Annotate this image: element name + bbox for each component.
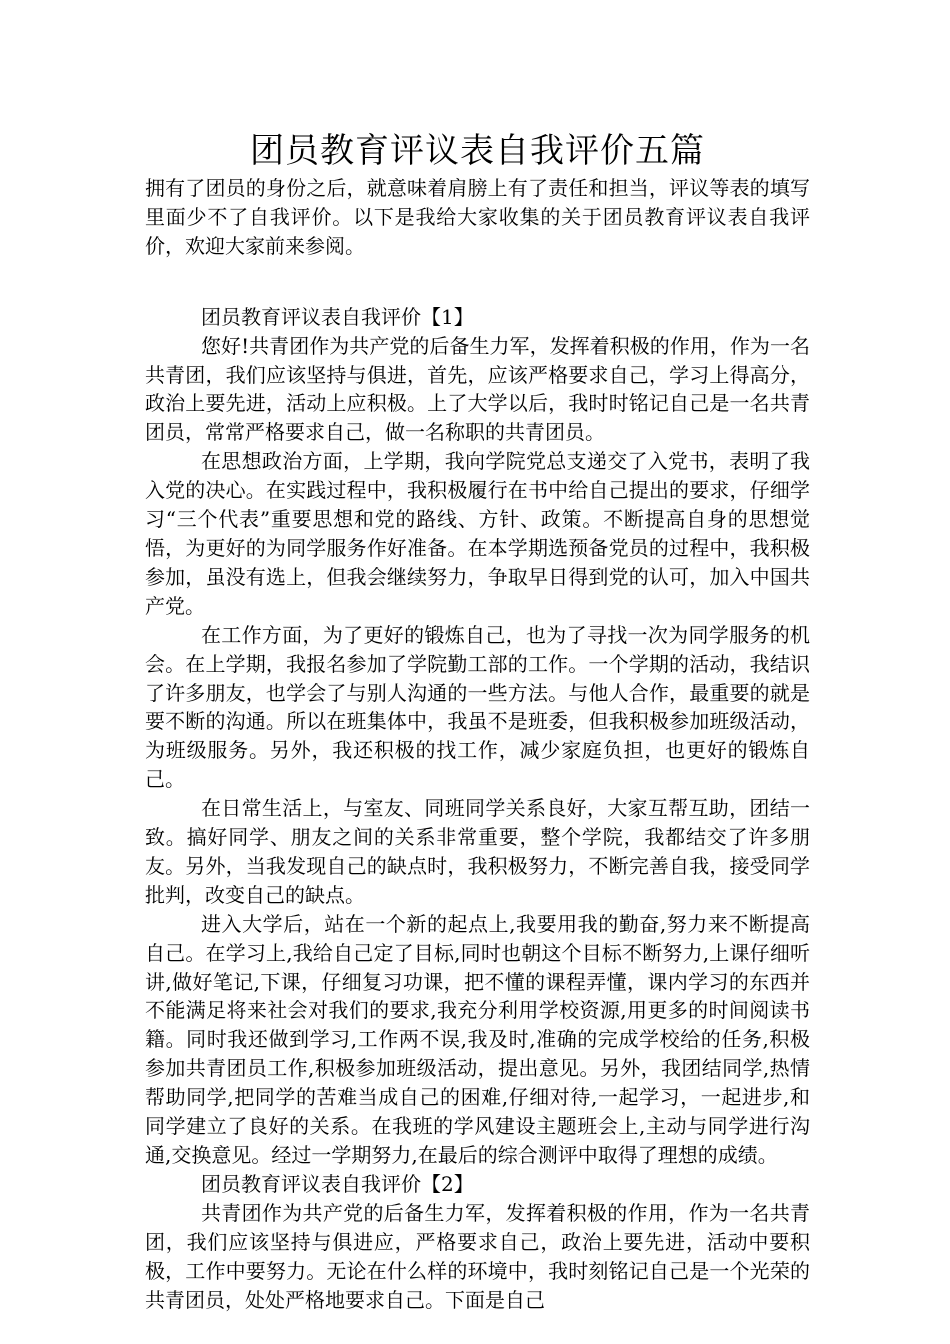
intro-paragraph: 拥有了团员的身份之后，就意味着肩膀上有了责任和担当，评议等表的填写里面少不了自我评价。以下是我给大家收集的关于团员教育评议表自我评价，欢迎大家前来参阅。 xyxy=(145,176,810,258)
section-1-heading: 团员教育评议表自我评价【1】 xyxy=(201,304,474,329)
section-1-paragraph-1: 您好!共青团作为共产党的后备生力军，发挥着积极的作用，作为一名共青团，我们应该坚持与俱进，首先，应该严格要求自己，学习上得高分，政治上要先进，活动上应积极。上了大学以后，我时时铭记自己是一名共青团员，常常严格要求自己，做一名称职的共青团员。 xyxy=(145,333,810,445)
section-1-paragraph-3: 在工作方面，为了更好的锻炼自己，也为了寻找一次为同学服务的机会。在上学期，我报名参加了学院勤工部的工作。一个学期的活动，我结识了许多朋友，也学会了与别人沟通的一些方法。与他人合作，最重要的就是要不断的沟通。所以在班集体中，我虽不是班委，但我积极参加班级活动，为班级服务。另外，我还积极的找工作，减少家庭负担，也更好的锻炼自己。 xyxy=(145,622,810,792)
section-2-heading: 团员教育评议表自我评价【2】 xyxy=(201,1171,474,1196)
section-spacer xyxy=(145,261,810,303)
document-page xyxy=(145,128,810,1314)
document-title: 团员教育评议表自我评价五篇 xyxy=(250,131,705,171)
section-2-paragraph-1: 共青团作为共产党的后备生力军，发挥着积极的作用，作为一名共青团，我们应该坚持与俱进应，严格要求自己，政治上要先进，活动中要积极，工作中要努力。无论在什么样的环境中，我时刻铭记自己是一个光荣的共青团员，处处严格地要求自己。下面是自己 xyxy=(145,1200,810,1312)
section-1-paragraph-2: 在思想政治方面，上学期，我向学院党总支递交了入党书，表明了我入党的决心。在实践过程中，我积极履行在书中给自己提出的要求，仔细学习“三个代表”重要思想和党的路线、方针、政策。不断提高自身的思想觉悟，为更好的为同学服务作好准备。在本学期选预备党员的过程中，我积极参加，虽没有选上，但我会继续努力，争取早日得到党的认可，加入中国共产党。 xyxy=(145,449,810,618)
section-1-paragraph-4: 在日常生活上，与室友、同班同学关系良好，大家互帮互助，团结一致。搞好同学、朋友之间的关系非常重要，整个学院，我都结交了许多朋友。另外，当我发现自己的缺点时，我积极努力，不断完善自我，接受同学批判，改变自己的缺点。 xyxy=(145,796,810,907)
section-1-paragraph-5: 进入大学后，站在一个新的起点上,我要用我的勤奋,努力来不断提高自己。在学习上,我给自己定了目标,同时也朝这个目标不断努力,上课仔细听讲,做好笔记,下课，仔细复习功课，把不懂的课程弄懂，课内学习的东西并不能满足将来社会对我们的要求,我充分利用学校资源,用更多的时间阅读书籍。同时我还做到学习,工作两不误,我及时,准确的完成学校给的任务,积极参加共青团员工作,积极参加班级活动，提出意见。另外，我团结同学,热情帮助同学,把同学的苦难当成自己的困难,仔细对待,一起学习，一起进步,和同学建立了良好的关系。在我班的学风建设主题班会上,主动与同学进行沟通,交换意见。经过一学期努力,在最后的综合测评中取得了理想的成绩。 xyxy=(145,911,810,1167)
